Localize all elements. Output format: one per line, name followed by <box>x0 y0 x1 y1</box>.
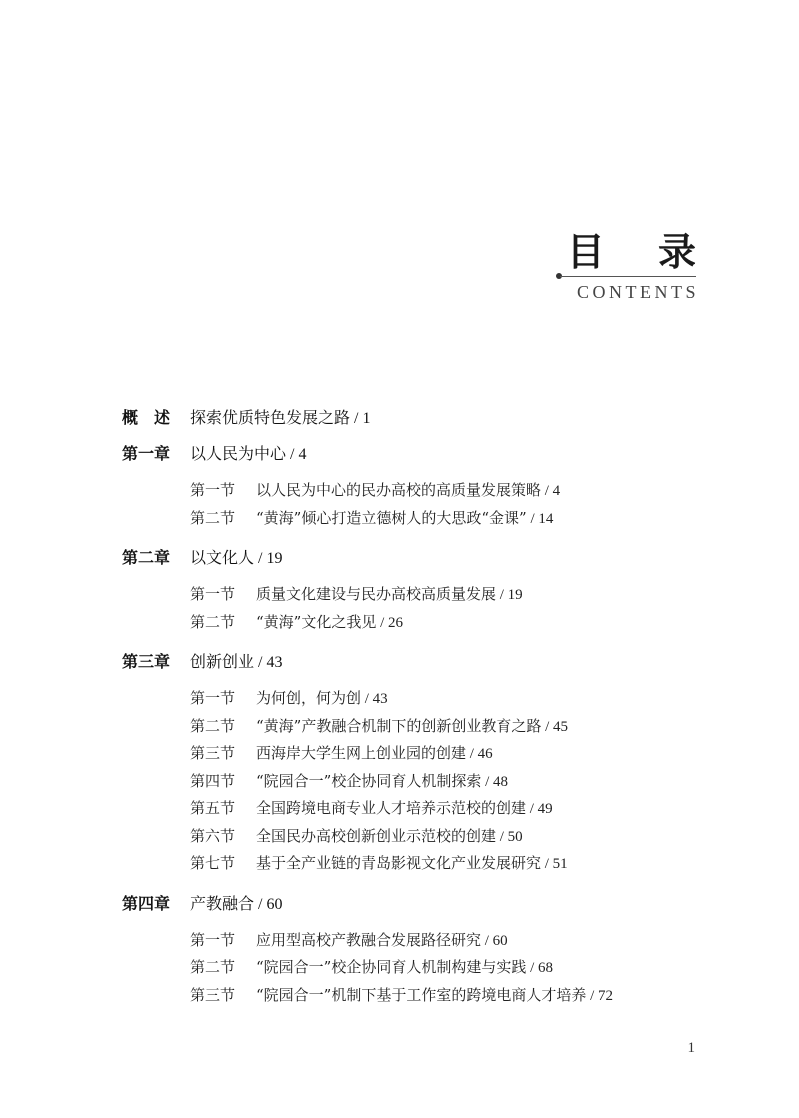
section-title: “黄海”倾心打造立德树人的大思政“金课” <box>256 508 527 527</box>
toc-chapter[interactable] <box>122 648 722 675</box>
toc-section[interactable] <box>190 927 722 955</box>
section-page: / 14 <box>526 510 554 527</box>
toc-chapter[interactable] <box>122 544 722 571</box>
section-page: / 50 <box>496 828 523 845</box>
section-list <box>122 685 722 878</box>
section-title: “院园合一”校企协同育人机制构建与实践 <box>256 958 527 976</box>
section-title: 西海岸大学生网上创业园的创建 <box>256 744 467 762</box>
table-of-contents <box>122 404 722 1021</box>
section-page: / 48 <box>481 773 509 790</box>
section-list <box>122 477 722 532</box>
toc-section[interactable] <box>190 823 722 851</box>
section-label: 第二节 <box>190 508 236 527</box>
section-title: “院园合一”校企协同育人机制探索 <box>256 771 482 790</box>
section-list <box>122 927 722 1010</box>
toc-section[interactable] <box>190 740 722 768</box>
section-title: 以人民为中心的民办高校的高质量发展策略 <box>256 481 542 499</box>
section-label: 第一节 <box>190 689 236 707</box>
section-title: 为何创，何为创 <box>256 689 362 707</box>
section-title: 基于全产业链的青岛影视文化产业发展研究 <box>256 854 542 872</box>
toc-section[interactable] <box>190 609 722 637</box>
chapter-page: / 60 <box>254 895 283 913</box>
section-label: 第七节 <box>190 854 236 872</box>
section-label: 第二节 <box>190 612 236 631</box>
toc-section[interactable] <box>190 795 722 823</box>
section-label: 第二节 <box>190 958 236 976</box>
toc-section[interactable] <box>190 581 722 609</box>
page-title: 目 录 <box>566 230 716 274</box>
section-page: / 26 <box>376 614 404 631</box>
chapter-page: / 43 <box>254 654 283 671</box>
chapter-title: 以文化人 <box>190 548 255 567</box>
chapter-label: 第二章 <box>122 548 171 567</box>
section-title: 质量文化建设与民办高校高质量发展 <box>256 585 497 603</box>
section-label: 第三节 <box>190 985 236 1004</box>
toc-section[interactable] <box>190 954 722 982</box>
toc-section[interactable] <box>190 768 722 796</box>
section-label: 第一节 <box>190 481 236 499</box>
section-page: / 46 <box>466 746 493 762</box>
section-label: 第四节 <box>190 771 236 790</box>
toc-section[interactable] <box>190 850 722 878</box>
chapter-label: 第四章 <box>122 893 171 913</box>
toc-chapter[interactable] <box>122 890 722 917</box>
section-label: 第六节 <box>190 826 236 845</box>
section-page: / 72 <box>586 987 614 1004</box>
section-title: 全国跨境电商专业人才培养示范校的创建 <box>256 799 527 817</box>
section-label: 第二节 <box>190 716 236 735</box>
chapter-title: 创新创业 <box>190 652 255 671</box>
overview-spacer <box>122 431 722 440</box>
overview-page: / 1 <box>350 410 371 427</box>
section-label: 第一节 <box>190 585 236 603</box>
section-page: / 68 <box>526 960 554 976</box>
section-page: / 19 <box>496 587 523 603</box>
section-page: / 49 <box>526 801 553 817</box>
section-title: “黄海”产教融合机制下的创新创业教育之路 <box>256 716 542 735</box>
toc-section[interactable] <box>190 505 722 533</box>
section-page: / 45 <box>541 718 569 735</box>
toc-overview[interactable] <box>122 404 722 431</box>
section-page: / 51 <box>541 856 568 872</box>
chapter-label: 第三章 <box>122 652 171 671</box>
section-title: 应用型高校产教融合发展路径研究 <box>256 930 482 949</box>
section-page: / 43 <box>361 691 388 707</box>
overview-label: 概 述 <box>122 408 171 427</box>
section-title: “院园合一”机制下基于工作室的跨境电商人才培养 <box>256 985 587 1004</box>
toc-section[interactable] <box>190 713 722 741</box>
title-rule <box>560 276 696 277</box>
section-list <box>122 581 722 636</box>
chapter-page: / 4 <box>286 446 307 463</box>
section-page: / 60 <box>481 932 508 949</box>
section-label: 第三节 <box>190 744 236 762</box>
contents-header <box>496 230 716 312</box>
chapter-title: 以人民为中心 <box>190 444 287 463</box>
page-subtitle: CONTENTS <box>577 282 699 302</box>
section-title: “黄海”文化之我见 <box>256 612 377 631</box>
section-label: 第五节 <box>190 799 236 817</box>
toc-section[interactable] <box>190 685 722 713</box>
toc-section[interactable] <box>190 477 722 505</box>
section-page: / 4 <box>541 483 561 499</box>
chapter-page: / 19 <box>254 550 283 567</box>
overview-title: 探索优质特色发展之路 <box>190 408 351 427</box>
section-title: 全国民办高校创新创业示范校的创建 <box>256 826 497 845</box>
toc-chapter[interactable] <box>122 440 722 467</box>
chapter-title: 产教融合 <box>190 893 255 913</box>
page-number: 1 <box>687 1040 695 1056</box>
toc-section[interactable] <box>190 982 722 1010</box>
section-label: 第一节 <box>190 930 236 949</box>
chapter-label: 第一章 <box>122 444 171 463</box>
